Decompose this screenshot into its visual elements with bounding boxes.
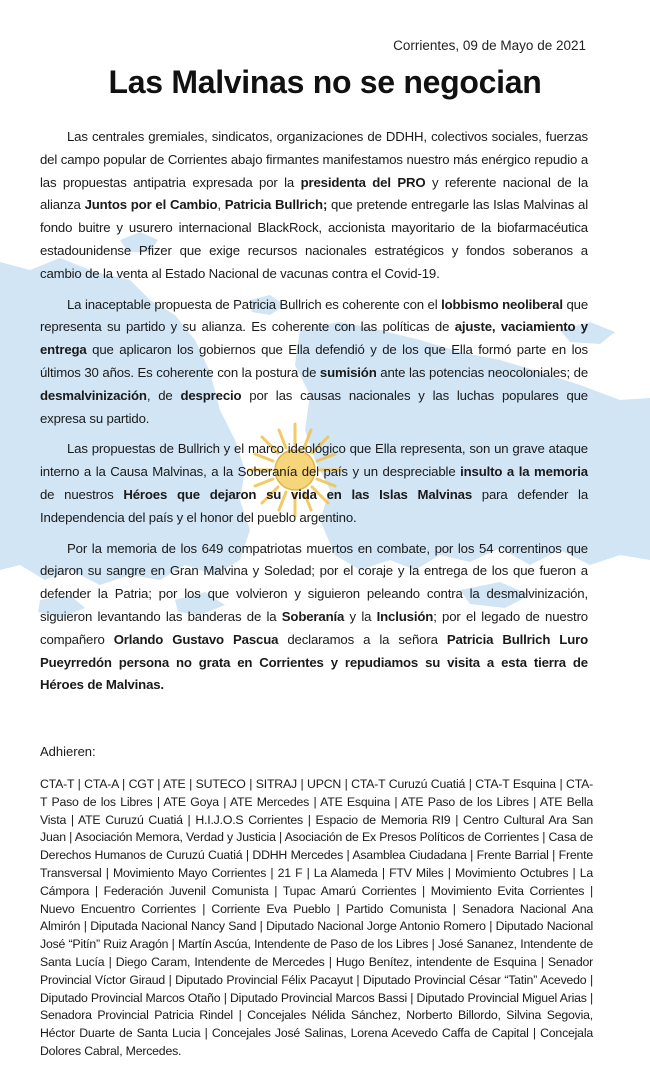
paragraph-text: por las causas nacionales y las luchas populares que expresa su partido. (40, 387, 588, 426)
paragraph-text: y la (344, 608, 377, 624)
paragraph-text: La inaceptable propuesta de Patricia Bullrich es coherente con el (67, 296, 442, 312)
statement-body (40, 126, 588, 705)
paragraph-text: de nuestros (40, 486, 124, 502)
adherents-list: CTA-T | CTA-A | CGT | ATE | SUTECO | SITRAJ | UPCN | CTA-T Curuzú Cuatiá | CTA-T Esquina | CTA-T Paso de los Libres | ATE Goya | ATE Mercedes | ATE Esquina | ATE Paso de los Libres | ATE Bella Vista | ATE Curuzú Cuatiá | H.I.J.O.S Corrientes | Espacio de Memoria RI9 | Centro Cultural Ara San Juan | Asociación Memora, Verdad y Justicia | Asociación de Ex Presos Políticos de Corrientes | Casa de Derechos Humanos de Curuzú Cuatiá | DDHH Mercedes | Asamblea Ciudadana | Frente Barrial | Frente Transversal | Movimiento Mayo Corrientes | 21 F | La Alameda | FTV Miles | Movimiento Octubres | La Cámpora | Federación Juvenil Comunista | Tupac Amarú Corrientes | Movimiento Evita Corrientes | Nuevo Encuentro Corrientes | Corriente Eva Pueblo | Partido Comunista | Senadora Nacional Ana Almirón | Diputada Nacional Nancy Sand | Diputado Nacional Jorge Antonio Romero | Diputado Nacional José “Pitín” Ruiz Aragón | Martín Ascúa, Intendente de Paso de los Libres | José Sananez, Intendente de Santa Lucía | Diego Caram, Intendente de Mercedes | Hugo Benítez, intendente de Esquina | Senador Provincial Víctor Giraud | Diputado Provincial Félix Pacayut | Diputado Provincial César “Tatin” Acevedo | Diputado Provincial Marcos Otaño | Diputado Provincial Marcos Bassi | Diputado Provincial Miguel Arias | Senadora Provincial Patricia Rindel | Concejales Nélida Sánchez, Norberto Billordo, Silvina Segovia, Héctor Duarte de Santa Lucia | Concejales José Salinas, Lorena Acevedo Caffa de Capital | Concejala Dolores Cabral, Mercedes. (40, 777, 593, 1058)
paragraph-text: para defender la Independencia del país y el honor del pueblo argentino. (40, 486, 589, 525)
emphasized-text: Juntos por el Cambio (84, 197, 218, 213)
emphasized-text: desmalvinización (40, 387, 147, 403)
emphasized-text: Inclusión (376, 608, 434, 624)
statement-paragraph (40, 126, 588, 286)
emphasized-text: Patricia Bullrich Luro Pueyrredón persona no grata en Corrientes y repudiamos su visita a esta tierra de Héroes de Malvinas. (40, 631, 588, 693)
paragraph-text: y referente nacional de la alianza (40, 174, 589, 213)
paragraph-text: que aplicaron los gobiernos que Ella defendió y de los que Ella formó parte en los últimos 30 años. Es coherente con la postura de (40, 342, 588, 380)
emphasized-text: desprecio (180, 387, 242, 403)
statement-paragraph (40, 438, 588, 529)
emphasized-text: Orlando Gustavo Pascua (113, 631, 279, 647)
emphasized-text: Héroes que dejaron su vida en las Islas Malvinas (123, 486, 473, 502)
paragraph-text: declaramos a la señora (278, 631, 447, 647)
emphasized-text: Patricia Bullrich; (224, 197, 328, 213)
emphasized-text: Soberanía (281, 608, 345, 624)
document-title: Las Malvinas no se negocian (108, 64, 542, 100)
paragraph-text: Por la memoria de los 649 compatriotas muertos en combate, por los 54 correntinos que dejaron su sangre en Gran Malvina y Soledad; por el coraje y la entrega de los que fueron a defender la Patria; por los que volvieron y siguieron peleando contra la desmalvinización, siguieron levantando las banderas de la (40, 540, 588, 624)
paragraph-text: que pretende entregarle las Islas Malvinas al fondo buitre y usurero internacional BlackRock, accionista mayoritario de la biofarmacéutica estadounidense Pfizer que exige recursos nacionales estratégicos y fondos soberanos a cambio de la venta al Estado Nacional de vacunas contra el Covid-19. (40, 197, 588, 281)
paragraph-text: ; por el legado de nuestro compañero (40, 608, 588, 647)
statement-paragraph (40, 538, 588, 698)
paragraph-text: Las propuestas de Bullrich y el marco ideológico que Ella representa, son un grave ataque interno a la Causa Malvinas, a la Soberanía del país y un despreciable (40, 441, 588, 480)
paragraph-text: Las centrales gremiales, sindicatos, organizaciones de DDHH, colectivos sociales, fuerzas del campo popular de Corrientes abajo firmantes manifestamos nuestro más enérgico repudio a las propuestas antipatria expresada por la (40, 129, 588, 190)
emphasized-text: ajuste, vaciamiento y entrega (40, 319, 588, 358)
document-date: Corrientes, 09 de Mayo de 2021 (393, 38, 586, 53)
paragraph-text: , (217, 197, 225, 213)
statement-paragraph (40, 294, 588, 431)
paragraph-text: , de (146, 387, 181, 403)
paragraph-text: ante las potencias neocoloniales; de (376, 364, 589, 380)
paragraph-text: que representa su partido y su alianza. Es coherente con las políticas de (40, 296, 588, 335)
emphasized-text: sumisión (319, 364, 377, 380)
adherents-label: Adhieren: (40, 744, 96, 759)
emphasized-text: insulto a la memoria (460, 464, 588, 480)
emphasized-text: presidenta del PRO (300, 174, 426, 190)
emphasized-text: lobbismo neoliberal (441, 296, 563, 312)
